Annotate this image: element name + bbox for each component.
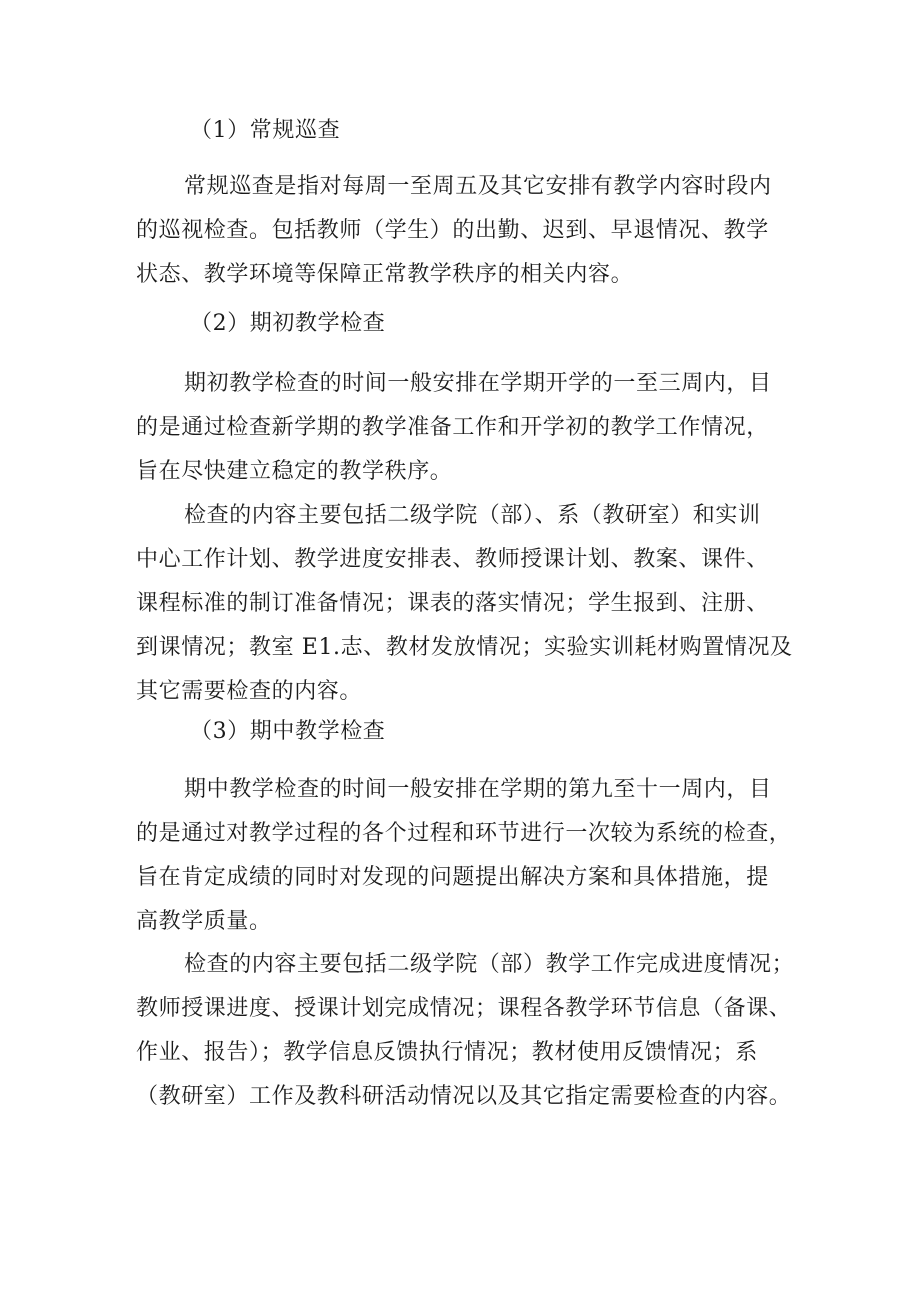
text-line: 到课情况；教室 E1.志、教材发放情况；实验实训耗材购置情况及 [136,635,793,660]
text-line: 的是通过对教学过程的各个过程和环节进行一次较为系统的检查， [136,821,792,846]
text-line: 期中教学检查的时间一般安排在学期的第九至十一周内，目 [184,777,772,802]
text-line: 的巡视检查。包括教师（学生）的出勤、迟到、早退情况、教学 [136,218,769,243]
text-line: 旨在肯定成绩的同时对发现的问题提出解决方案和具体措施，提 [136,865,769,890]
paragraph-initial-inspection-timing [136,362,796,494]
text-line: 高教学质量。 [136,909,272,934]
text-line: 的是通过检查新学期的教学准备工作和开学初的教学工作情况， [136,415,769,440]
text-line: （教研室）工作及教科研活动情况以及其它指定需要检查的内容。 [136,1084,792,1109]
text-line: 教师授课进度、授课计划完成情况；课程各教学环节信息（备课、 [136,996,792,1021]
paragraph-initial-inspection-content [136,494,796,714]
text-line: 其它需要检查的内容。 [136,679,363,704]
text-line: 状态、教学环境等保障正常教学秩序的相关内容。 [136,262,634,287]
section-heading-midterm-inspection: （3）期中教学检查 [190,719,386,744]
text-line: 检查的内容主要包括二级学院（部）教学工作完成进度情况； [184,952,795,977]
paragraph-routine-inspection [136,165,796,297]
section-heading-routine-inspection: （1）常规巡查 [190,118,341,143]
text-line: 旨在尽快建立稳定的教学秩序。 [136,459,453,484]
text-line: 课程标准的制订准备情况；课表的落实情况；学生报到、注册、 [136,591,769,616]
text-line: 常规巡查是指对每周一至周五及其它安排有教学内容时段内 [184,174,772,199]
section-heading-initial-inspection: （2）期初教学检查 [190,311,386,336]
paragraph-midterm-inspection-timing [136,768,796,944]
text-line: 中心工作计划、教学进度安排表、教师授课计划、教案、课件、 [136,547,769,572]
text-line: 期初教学检查的时间一般安排在学期开学的一至三周内，目 [184,371,772,396]
paragraph-midterm-inspection-content [136,943,796,1119]
text-line: 作业、报告）；教学信息反馈执行情况；教材使用反馈情况；系 [136,1040,758,1065]
text-line: 检查的内容主要包括二级学院（部）、系（教研室）和实训 [184,503,761,528]
